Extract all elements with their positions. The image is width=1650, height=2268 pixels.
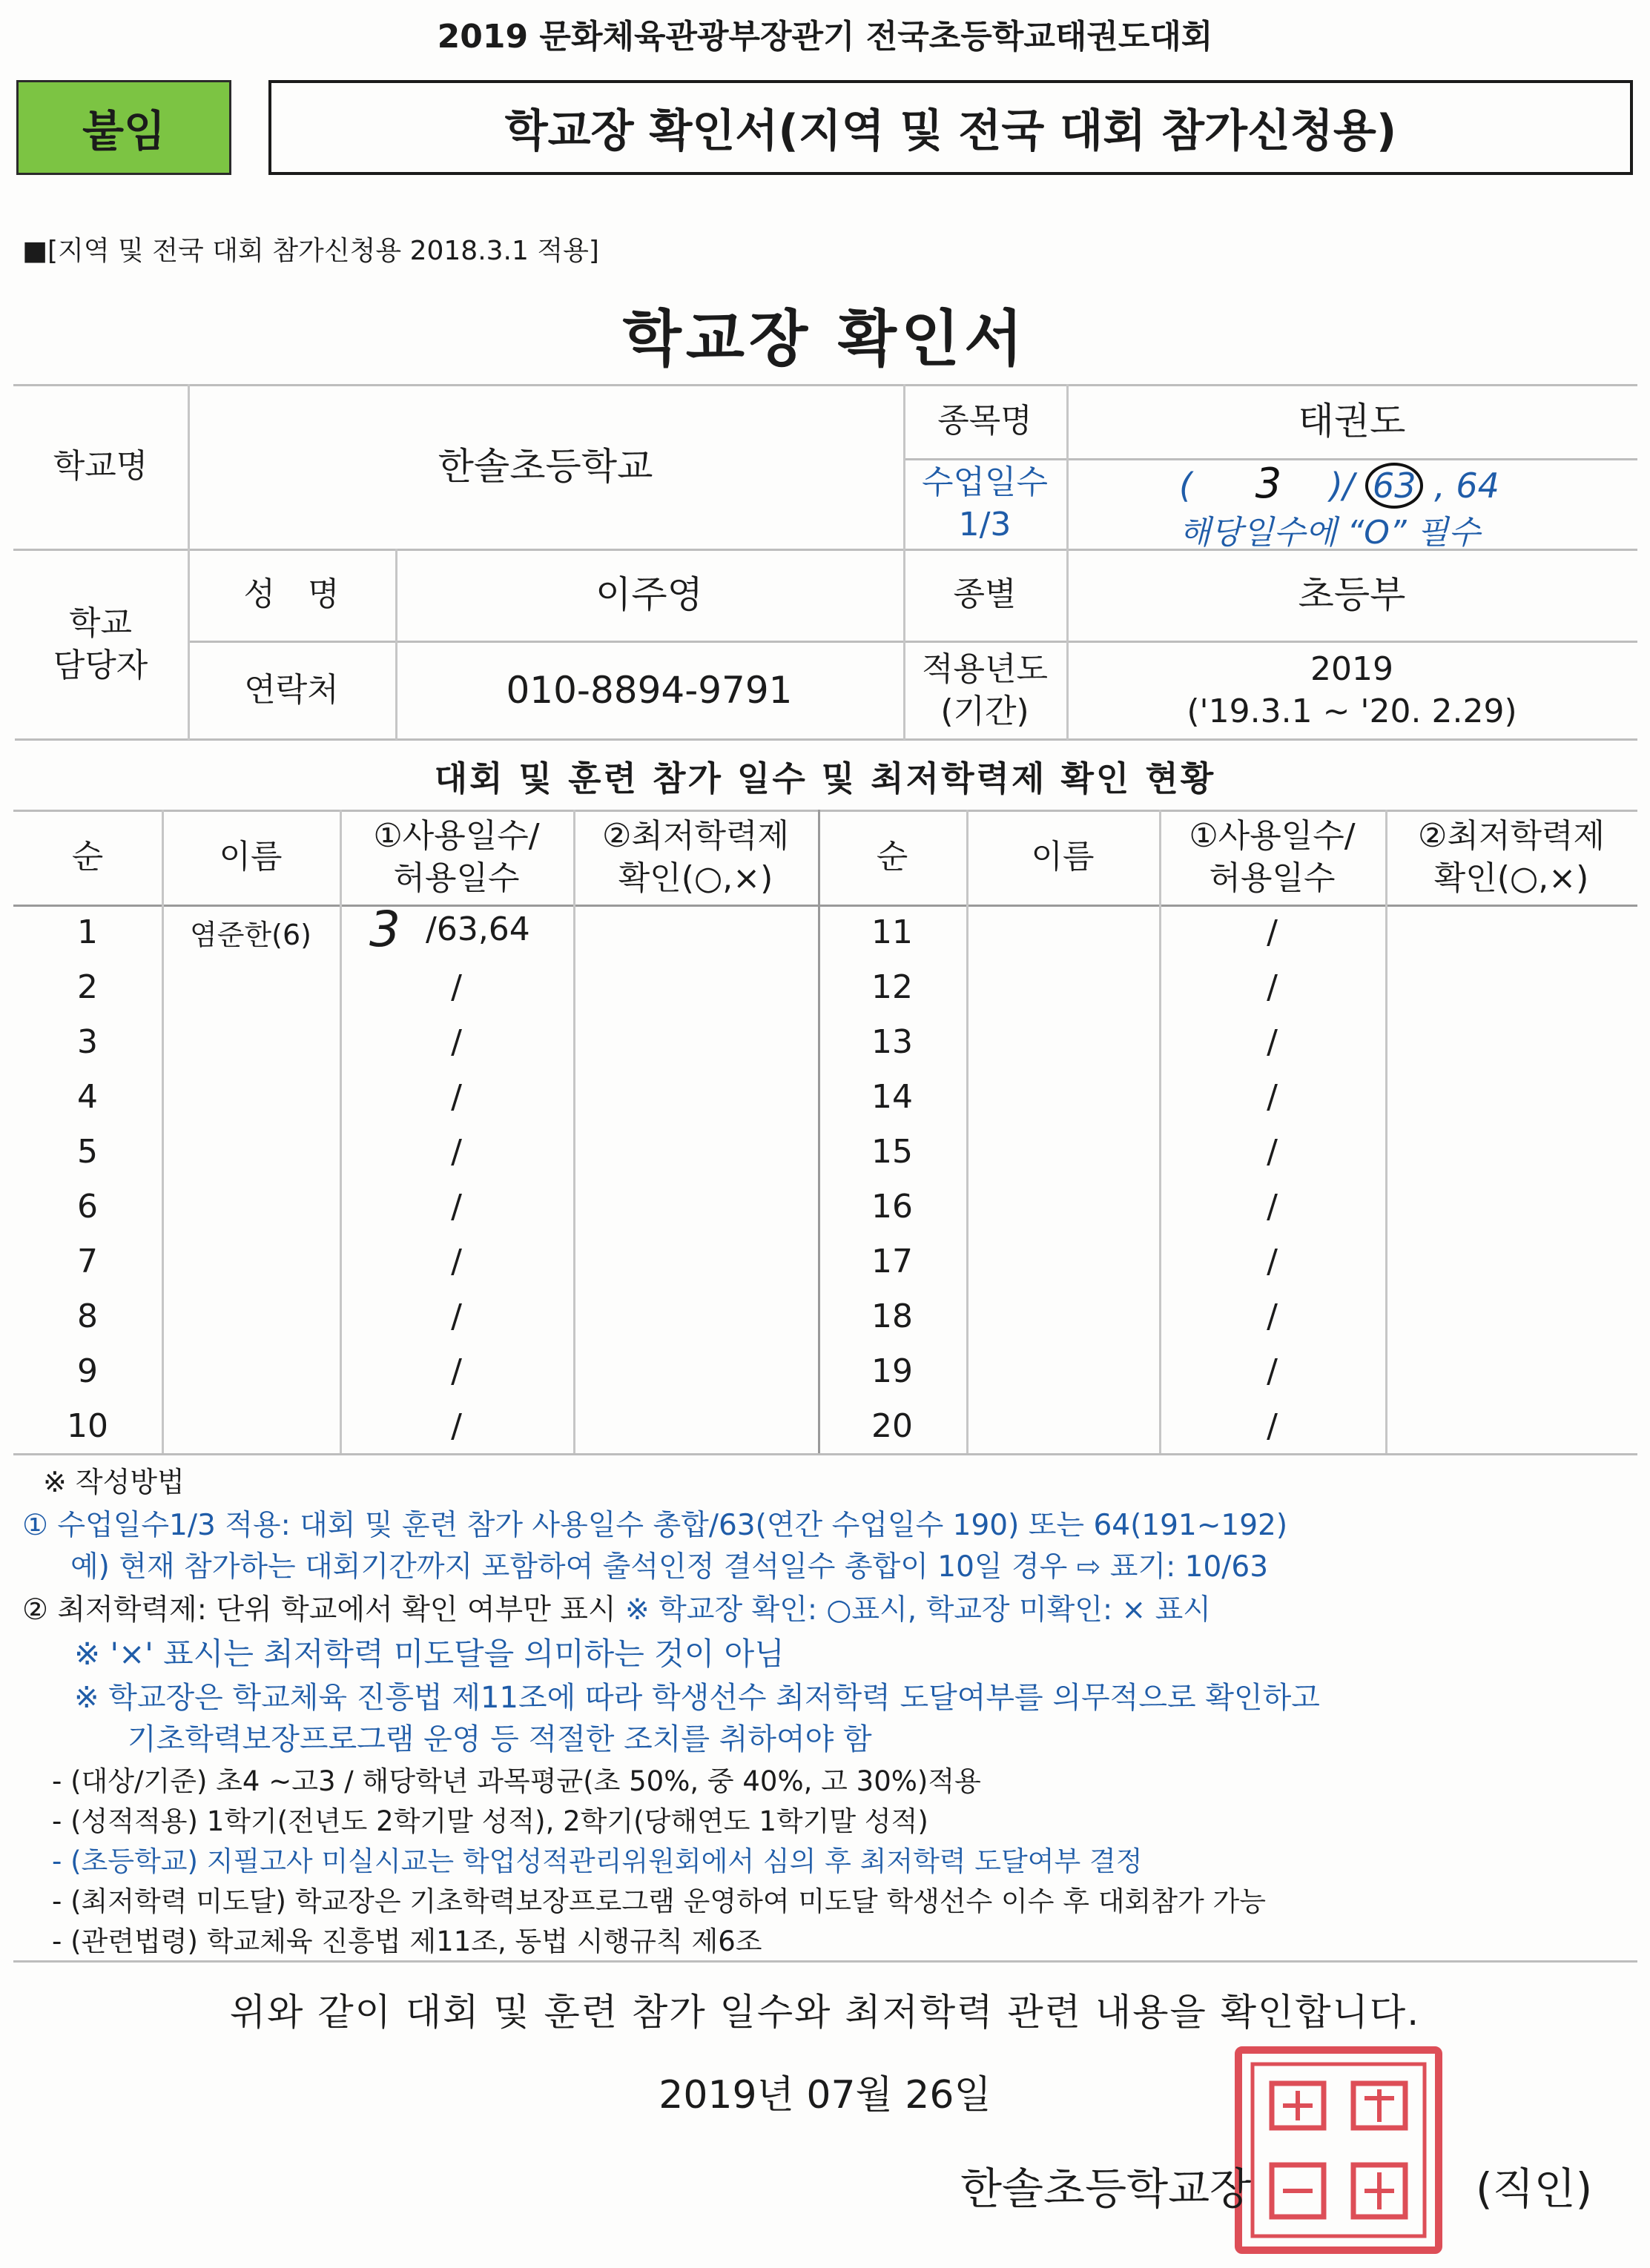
manager-name: 이주영	[595, 572, 703, 616]
year-label: 적용년도 (기간)	[921, 649, 1048, 730]
row-num: 17	[871, 1242, 913, 1280]
row-days: /	[1267, 1352, 1278, 1390]
note-2a-black: ② 최저학력제: 단위 학교에서 확인 여부만 표시	[22, 1593, 616, 1627]
col-num-header-left: 순	[71, 838, 104, 876]
row-num: 4	[77, 1077, 98, 1116]
contact-label: 연락처	[244, 671, 339, 710]
note-2a-blue: ※ 학교장 확인: ○표시, 학교장 미확인: × 표시	[616, 1593, 1211, 1627]
class-days-open: (	[1179, 466, 1192, 506]
notes-heading: ※ 작성방법	[43, 1466, 185, 1498]
row-days: /	[451, 1406, 462, 1445]
row-days: /	[1267, 913, 1278, 951]
row-days	[340, 902, 573, 956]
event-title: 2019 문화체육관광부장관기 전국초등학교태권도대회	[437, 18, 1213, 56]
row-days: /	[451, 1132, 462, 1171]
attachment-tag	[16, 80, 231, 175]
class-days-label-2: 1/3	[958, 506, 1012, 543]
table-title: 대회 및 훈련 참가 일수 및 최저학력제 확인 현황	[434, 758, 1216, 799]
row-num: 3	[77, 1022, 98, 1061]
banner-title-box	[268, 80, 1633, 175]
row-num: 7	[77, 1242, 98, 1280]
category-label: 종별	[953, 575, 1017, 614]
detail-5: - (관련법령) 학교체육 진흥법 제11조, 동법 시행규칙 제6조	[52, 1925, 762, 1957]
row-days: /	[1267, 1077, 1278, 1116]
detail-4: - (최저학력 미도달) 학교장은 기초학력보장프로그램 운영하여 미도달 학생선수 이수 후 대회참가 가능	[52, 1885, 1267, 1917]
row-days: /	[451, 1022, 462, 1061]
row-days: /	[1267, 1132, 1278, 1171]
row-days-handwritten: 3	[369, 900, 400, 958]
col-name-header-right: 이름	[1031, 838, 1095, 876]
confirm-text: 위와 같이 대회 및 훈련 참가 일수와 최저학력 관련 내용을 확인합니다.	[229, 1991, 1421, 2034]
col-days-header-left: ①사용일수/ 허용일수	[373, 816, 540, 897]
class-days-close: )/	[1329, 466, 1355, 506]
row-days: /	[451, 1187, 462, 1226]
name-label: 성 명	[243, 575, 340, 614]
row-days: /	[451, 968, 462, 1006]
row-days: /	[1267, 1022, 1278, 1061]
signer-name: 한솔초등학교장	[960, 2163, 1252, 2214]
contact-value: 010-8894-9791	[506, 668, 793, 712]
row-days: /	[1267, 1187, 1278, 1226]
sport-label: 종목명	[937, 402, 1032, 440]
row-num: 20	[871, 1406, 913, 1445]
note-2c: ※ 학교장은 학교체육 진흥법 제11조에 따라 학생선수 최저학력 도달여부를 의무적으로 확인하고	[74, 1681, 1320, 1715]
manager-label: 학교 담당자	[53, 604, 148, 684]
col-name-header-left: 이름	[219, 838, 283, 876]
row-days: /	[451, 1242, 462, 1280]
row-num: 6	[77, 1187, 98, 1226]
note-2a	[22, 1587, 1211, 1628]
class-days-label	[903, 458, 1066, 549]
note-1b: 예) 현재 참가하는 대회기간까지 포함하여 출석인정 결석일수 총합이 10일 경우 ⇨ 표기: 10/63	[70, 1550, 1269, 1584]
notes-divider	[13, 1960, 1637, 1963]
document-title: 학교장 확인서	[622, 303, 1028, 374]
col-check-header-left: ②최저학력제 확인(○,×)	[602, 816, 789, 897]
confirm-date: 2019년 07월 26일	[659, 2072, 991, 2117]
row-days: /	[1267, 1406, 1278, 1445]
row-num: 2	[77, 968, 98, 1006]
school-name: 한솔초등학교	[438, 444, 653, 488]
col-num-header-right: 순	[876, 838, 908, 876]
banner-title: 학교장 확인서(지역 및 전국 대회 참가신청용)	[504, 105, 1397, 157]
row-days: /	[451, 1297, 462, 1335]
row-num: 9	[77, 1352, 98, 1390]
row-num: 14	[871, 1077, 913, 1116]
category-value: 초등부	[1298, 572, 1406, 616]
sport-value: 태권도	[1298, 399, 1406, 443]
row-num: 10	[67, 1406, 108, 1445]
row-num: 19	[871, 1352, 913, 1390]
class-days-circled: 63	[1365, 463, 1424, 509]
row-days: /	[1267, 968, 1278, 1006]
col-days-header-right: ①사용일수/ 허용일수	[1189, 816, 1356, 897]
row-days: /	[451, 1352, 462, 1390]
detail-3: - (초등학교) 지필고사 미실시교는 학업성적관리위원회에서 심의 후 최저학력 도달여부 결정	[52, 1845, 1143, 1877]
row-num: 13	[871, 1022, 913, 1061]
col-check-header-right: ②최저학력제 확인(○,×)	[1418, 816, 1605, 897]
row-days: /	[1267, 1297, 1278, 1335]
note-1a: ① 수업일수1/3 적용: 대회 및 훈련 참가 사용일수 총합/63(연간 수업일수 190) 또는 64(191~192)	[22, 1509, 1288, 1542]
subheader: ■[지역 및 전국 대회 참가신청용 2018.3.1 적용]	[22, 236, 599, 266]
year-period: ('19.3.1 ~ '20. 2.29)	[1187, 692, 1517, 730]
year-value: 2019	[1310, 649, 1393, 688]
year-block	[1066, 641, 1637, 740]
attachment-tag-label: 붙임	[82, 106, 166, 156]
row-num: 18	[871, 1297, 913, 1335]
row-num: 1	[77, 913, 98, 951]
school-seal	[1235, 2046, 1442, 2254]
note-2d: 기초학력보장프로그램 운영 등 적절한 조치를 취하여야 함	[128, 1722, 872, 1756]
school-name-label: 학교명	[53, 447, 148, 486]
row-num: 16	[871, 1187, 913, 1226]
class-days-value	[1179, 460, 1499, 509]
row-days: /	[1267, 1242, 1278, 1280]
row-days: /	[451, 1077, 462, 1116]
note-2b: ※ '×' 표시는 최저학력 미도달을 의미하는 것이 아님	[74, 1636, 785, 1672]
detail-2: - (성적적용) 1학기(전년도 2학기말 성적), 2학기(당해연도 1학기말 성적)	[52, 1805, 928, 1837]
row-num: 5	[77, 1132, 98, 1171]
detail-1: - (대상/기준) 초4 ~고3 / 해당학년 과목평균(초 50%, 중 40%, 고 30%)적용	[52, 1765, 981, 1797]
row-num: 15	[871, 1132, 913, 1171]
seal-label: (직인)	[1476, 2163, 1593, 2214]
class-days-alt: , 64	[1434, 466, 1499, 506]
row-num: 8	[77, 1297, 98, 1335]
row-num: 12	[871, 968, 913, 1006]
row-num: 11	[871, 913, 913, 951]
class-days-note: 해당일수에 “O” 필수	[1179, 514, 1480, 552]
row-days-allowed: /63,64	[426, 910, 530, 948]
class-days-label-1: 수업일수	[921, 463, 1048, 501]
class-days-handwritten: 3	[1255, 460, 1282, 508]
row-name: 염준한(6)	[190, 918, 311, 951]
